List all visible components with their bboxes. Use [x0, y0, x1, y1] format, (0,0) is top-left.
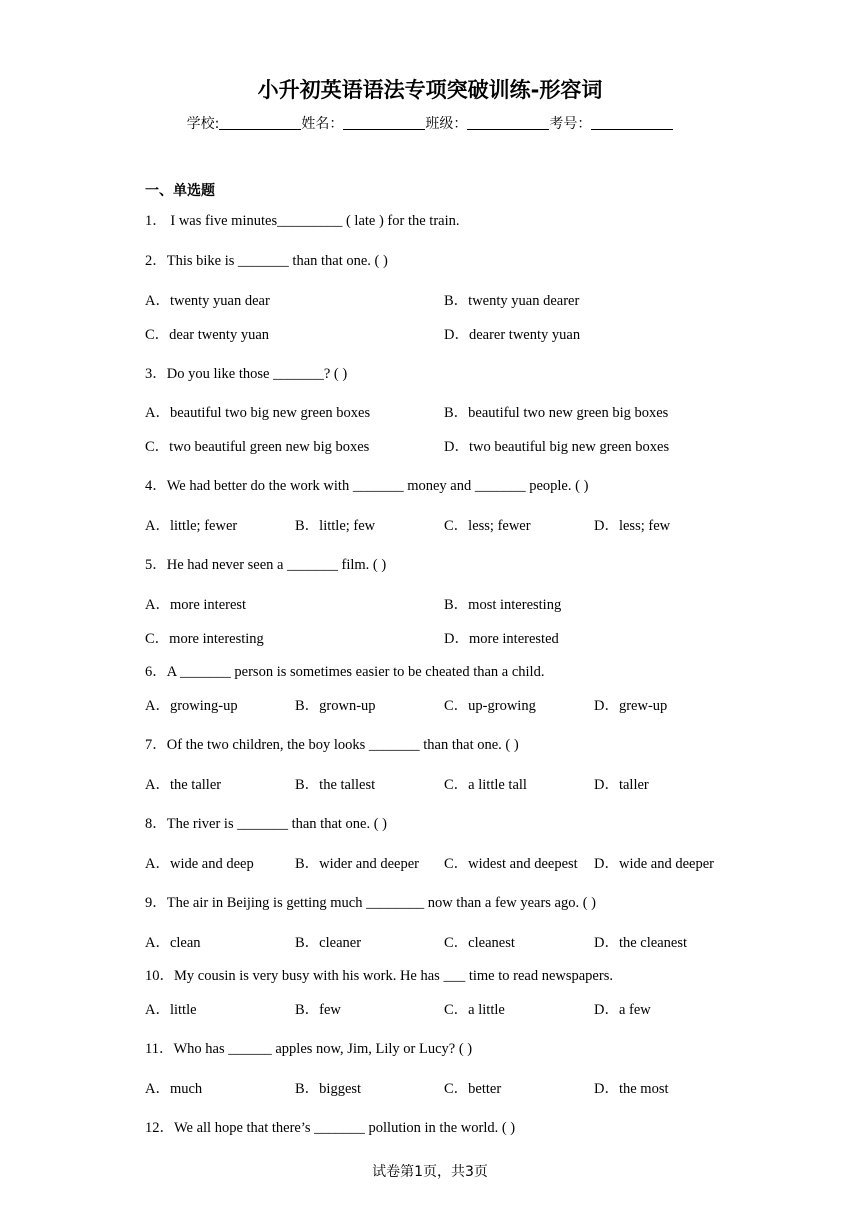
question-1: 1． I was five minutes_________ ( late ) for the train.: [145, 213, 460, 229]
question-4: 4．We had better do the work with _______ money and _______ people. ( ): [145, 478, 589, 494]
q8-option-c[interactable]: C．widest and deepest: [444, 856, 578, 872]
q2-option-b[interactable]: B．twenty yuan dearer: [444, 293, 580, 309]
q5-option-c[interactable]: C．more interesting: [145, 631, 264, 647]
q3-option-c[interactable]: C．two beautiful green new big boxes: [145, 439, 370, 455]
question-7: 7．Of the two children, the boy looks _______ than that one. ( ): [145, 737, 519, 753]
q8-option-d[interactable]: D．wide and deeper: [594, 856, 714, 872]
q4-option-d[interactable]: D．less; few: [594, 518, 671, 534]
q11-option-c[interactable]: C．better: [444, 1081, 502, 1097]
section-heading: 一、单选题: [145, 183, 215, 199]
q10-option-c[interactable]: C．a little: [444, 1002, 505, 1018]
q4-option-a[interactable]: A．little; fewer: [145, 518, 238, 534]
name-label: 姓名：: [301, 116, 344, 132]
q8-option-b[interactable]: B．wider and deeper: [295, 856, 420, 872]
question-2: 2．This bike is _______ than that one. ( ): [145, 253, 388, 269]
class-label: 班级：: [425, 116, 468, 132]
q9-option-b[interactable]: B．cleaner: [295, 935, 362, 951]
q11-option-a[interactable]: A．much: [145, 1081, 203, 1097]
q4-option-c[interactable]: C．less; fewer: [444, 518, 531, 534]
question-6: 6．A _______ person is sometimes easier to be cheated than a child.: [145, 664, 545, 680]
q10-option-a[interactable]: A．little: [145, 1002, 197, 1018]
q2-option-c[interactable]: C．dear twenty yuan: [145, 327, 270, 343]
question-11: 11．Who has ______ apples now, Jim, Lily or Lucy? ( ): [145, 1041, 473, 1057]
name-blank[interactable]: [343, 115, 425, 130]
exam-no-label: 考号：: [549, 116, 592, 132]
q7-option-c[interactable]: C．a little tall: [444, 777, 527, 793]
q5-option-d[interactable]: D．more interested: [444, 631, 559, 647]
q3-option-b[interactable]: B．beautiful two new green big boxes: [444, 405, 669, 421]
question-10: 10．My cousin is very busy with his work. He has ___ time to read newspapers.: [145, 968, 613, 984]
question-12: 12．We all hope that there’s _______ pollution in the world. ( ): [145, 1120, 516, 1136]
q11-option-b[interactable]: B．biggest: [295, 1081, 362, 1097]
question-8: 8．The river is _______ than that one. ( ): [145, 816, 388, 832]
q9-option-a[interactable]: A．clean: [145, 935, 201, 951]
exam-no-blank[interactable]: [591, 115, 673, 130]
page-title: 小升初英语语法专项突破训练-形容词: [257, 78, 603, 102]
question-5: 5．He had never seen a _______ film. ( ): [145, 557, 387, 573]
q3-option-a[interactable]: A．beautiful two big new green boxes: [145, 405, 371, 421]
q10-option-b[interactable]: B．few: [295, 1002, 341, 1018]
q6-option-d[interactable]: D．grew-up: [594, 698, 668, 714]
q7-option-b[interactable]: B．the tallest: [295, 777, 376, 793]
q7-option-a[interactable]: A．the taller: [145, 777, 222, 793]
q5-option-a[interactable]: A．more interest: [145, 597, 247, 613]
q9-option-d[interactable]: D．the cleanest: [594, 935, 688, 951]
q2-option-a[interactable]: A．twenty yuan dear: [145, 293, 270, 309]
q8-option-a[interactable]: A．wide and deep: [145, 856, 254, 872]
school-label: 学校:: [186, 116, 220, 132]
school-blank[interactable]: [219, 115, 301, 130]
q9-option-c[interactable]: C．cleanest: [444, 935, 515, 951]
q10-option-d[interactable]: D．a few: [594, 1002, 651, 1018]
question-3: 3．Do you like those _______? ( ): [145, 366, 348, 382]
q3-option-d[interactable]: D．two beautiful big new green boxes: [444, 439, 670, 455]
q6-option-b[interactable]: B．grown-up: [295, 698, 376, 714]
class-blank[interactable]: [467, 115, 549, 130]
q5-option-b[interactable]: B．most interesting: [444, 597, 562, 613]
page-footer: 试卷第1页，共3页: [372, 1164, 488, 1180]
q6-option-a[interactable]: A．growing-up: [145, 698, 238, 714]
student-info-line: [0, 113, 860, 133]
q4-option-b[interactable]: B．little; few: [295, 518, 376, 534]
q11-option-d[interactable]: D．the most: [594, 1081, 669, 1097]
question-9: 9．The air in Beijing is getting much ________ now than a few years ago. ( ): [145, 895, 597, 911]
q7-option-d[interactable]: D．taller: [594, 777, 649, 793]
q2-option-d[interactable]: D．dearer twenty yuan: [444, 327, 581, 343]
q6-option-c[interactable]: C．up-growing: [444, 698, 536, 714]
